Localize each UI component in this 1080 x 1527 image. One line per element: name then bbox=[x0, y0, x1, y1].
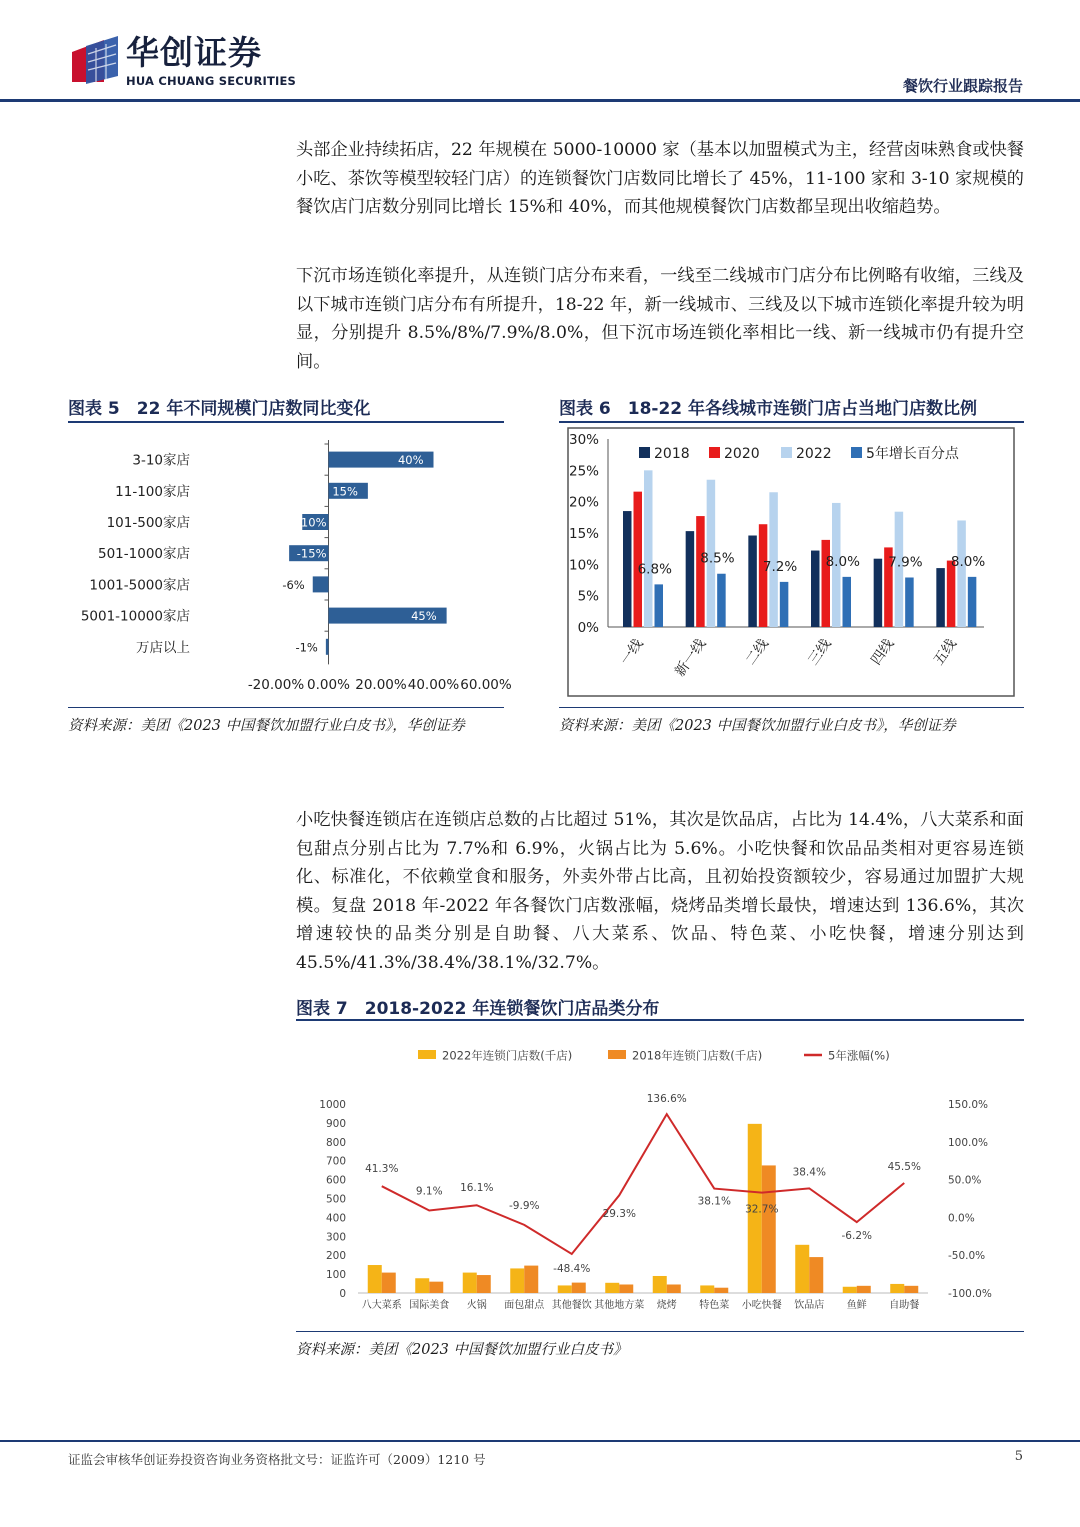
bar bbox=[968, 577, 977, 627]
bar bbox=[667, 1284, 681, 1293]
figure-source: 资料来源：美团《2023 中国餐饮加盟行业白皮书》，华创证券 bbox=[68, 718, 465, 734]
x-tick-label: 鱼鲜 bbox=[846, 1300, 867, 1311]
bar bbox=[780, 582, 789, 627]
data-label: -15% bbox=[296, 546, 327, 561]
bar bbox=[957, 520, 966, 627]
x-tick-label: 二线 bbox=[742, 636, 772, 669]
x-tick-label: 小吃快餐 bbox=[741, 1300, 782, 1311]
category-label: 101-500家店 bbox=[106, 515, 190, 531]
y-right-tick-label: -100.0% bbox=[948, 1288, 992, 1300]
bar bbox=[655, 584, 664, 627]
data-label: -1% bbox=[295, 640, 318, 655]
legend-label: 2022年连锁门店数(千店) bbox=[442, 1048, 573, 1063]
data-label: 15% bbox=[332, 484, 358, 499]
bar bbox=[811, 551, 820, 627]
page-number: 5 bbox=[1014, 1449, 1023, 1464]
legend-swatch bbox=[781, 447, 792, 458]
legend-swatch bbox=[709, 447, 720, 458]
category-label: 1001-5000家店 bbox=[89, 577, 190, 594]
x-tick-label: 火锅 bbox=[466, 1300, 487, 1311]
x-tick-label: 三线 bbox=[805, 636, 835, 669]
logo-text: 华创证券 bbox=[126, 33, 262, 72]
y-left-tick-label: 100 bbox=[325, 1269, 346, 1282]
x-tick-label: 五线 bbox=[930, 636, 960, 669]
x-tick-label: 40.00% bbox=[407, 677, 460, 693]
x-tick-label: 烧烤 bbox=[656, 1300, 677, 1311]
report-title: 餐饮行业跟踪报告 bbox=[902, 77, 1023, 95]
legend-swatch bbox=[608, 1050, 626, 1059]
x-tick-label: 其他餐饮 bbox=[551, 1300, 592, 1311]
legend-label: 2018年连锁门店数(千店) bbox=[632, 1048, 763, 1063]
figure-source: 资料来源：美团《2023 中国餐饮加盟行业白皮书》 bbox=[296, 1342, 628, 1358]
y-tick-label: 15% bbox=[568, 526, 599, 542]
y-left-tick-label: 700 bbox=[325, 1155, 346, 1168]
legend-swatch bbox=[639, 447, 650, 458]
x-tick-label: 一线 bbox=[617, 636, 647, 669]
data-label: 40% bbox=[397, 453, 424, 468]
category-label: 501-1000家店 bbox=[98, 546, 190, 563]
x-tick-label: 国际美食 bbox=[409, 1300, 450, 1311]
data-label: 45.5% bbox=[887, 1161, 921, 1174]
bar bbox=[572, 1283, 586, 1293]
paragraph: 小吃快餐连锁店在连锁店总数的占比超过 51%，其次是饮品店，占比为 14.4%，八大菜系和面包甜点分别占比为 7.7%和 6.9%，火锅占比为 5.6%。小吃快餐和饮品品类相对更容易连锁化、标准化，不依赖堂食和服务，外卖外带占比高，且初始投资额较少，容易通过加盟扩大规模。复盘 2018 年-2022 年各餐饮门店数涨幅，烧烤品类增长最快，增速达到 136.6%，其次增速较快的品类分别是自助餐、八大菜系、饮品、特色菜、小吃快餐，增速分别达到 45.5%/41.3%/38.4%/38.1%/32.7%。 bbox=[296, 810, 1024, 973]
legend-label: 5年涨幅(%) bbox=[828, 1048, 890, 1063]
y-tick-label: 20% bbox=[568, 494, 599, 511]
y-left-tick-label: 800 bbox=[325, 1136, 346, 1149]
bar bbox=[700, 1285, 714, 1293]
y-left-tick-label: 200 bbox=[325, 1250, 346, 1263]
figure-title: 图表 6 18-22 年各线城市连锁门店占当地门店数比例 bbox=[559, 399, 978, 419]
logo-subtext: HUA CHUANG SECURITIES bbox=[126, 74, 297, 88]
y-tick-label: 5% bbox=[577, 588, 599, 605]
y-left-tick-label: 400 bbox=[325, 1212, 346, 1225]
data-label: 29.3% bbox=[602, 1208, 636, 1221]
figure-divider bbox=[559, 707, 1024, 708]
legend-swatch bbox=[851, 447, 862, 458]
data-label: 8.0% bbox=[950, 553, 986, 570]
bar bbox=[605, 1283, 619, 1293]
y-left-tick-label: 0 bbox=[339, 1288, 346, 1300]
y-right-tick-label: 50.0% bbox=[948, 1174, 982, 1187]
data-label: -6.2% bbox=[841, 1230, 872, 1243]
bar bbox=[809, 1257, 823, 1293]
y-tick-label: 0% bbox=[577, 620, 599, 636]
bar bbox=[686, 531, 694, 627]
legend-label: 2020 bbox=[724, 446, 760, 462]
y-right-tick-label: 0.0% bbox=[948, 1212, 975, 1225]
bar bbox=[843, 577, 852, 627]
bar bbox=[759, 524, 768, 627]
data-label: 7.2% bbox=[762, 558, 798, 575]
bar bbox=[843, 1287, 857, 1293]
legend-label: 2022 bbox=[796, 446, 832, 462]
data-label: 8.0% bbox=[825, 553, 860, 570]
category-label: 5001-10000家店 bbox=[80, 608, 190, 625]
x-tick-label: -20.00% bbox=[247, 677, 305, 693]
bar bbox=[623, 511, 632, 627]
x-tick-label: 新一线 bbox=[672, 636, 710, 680]
figure-source: 资料来源：美团《2023 中国餐饮加盟行业白皮书》，华创证券 bbox=[559, 718, 956, 734]
bar bbox=[313, 576, 329, 592]
bar bbox=[634, 492, 643, 627]
bar bbox=[947, 561, 956, 627]
page-header bbox=[0, 0, 1080, 110]
data-label: -6% bbox=[282, 577, 305, 592]
y-left-tick-label: 600 bbox=[325, 1174, 346, 1187]
footer-divider bbox=[0, 1440, 1080, 1442]
paragraph: 下沉市场连锁化率提升，从连锁门店分布来看，一线至二线城市门店分布比例略有收缩，三线及以下城市连锁门店分布有所提升，18-22 年，新一线城市、三线及以下城市连锁化率提升较为明显，分别提升 8.5%/8%/7.9%/8.0%，但下沉市场连锁化率相比一线、新一线城市仍有提升空间。 bbox=[296, 266, 1024, 372]
bar bbox=[874, 559, 883, 627]
bar bbox=[524, 1266, 538, 1293]
y-right-tick-label: -50.0% bbox=[948, 1250, 986, 1263]
x-tick-label: 特色菜 bbox=[699, 1300, 730, 1311]
bar bbox=[477, 1275, 491, 1293]
data-label: -9.9% bbox=[509, 1199, 540, 1212]
y-right-tick-label: 150.0% bbox=[948, 1099, 989, 1111]
bar bbox=[429, 1282, 443, 1293]
figure-divider bbox=[296, 1019, 1024, 1021]
bar bbox=[696, 516, 705, 627]
bar bbox=[762, 1165, 776, 1293]
data-label: 41.3% bbox=[365, 1163, 399, 1176]
x-tick-label: 自助餐 bbox=[889, 1300, 920, 1311]
footer-disclaimer: 证监会审核华创证券投资咨询业务资格批文号：证监许可（2009）1210 号 bbox=[68, 1452, 486, 1467]
x-tick-label: 0.00% bbox=[307, 677, 350, 693]
x-tick-label: 四线 bbox=[868, 636, 898, 669]
legend-swatch bbox=[418, 1050, 436, 1059]
figure-divider bbox=[68, 707, 504, 708]
bar bbox=[382, 1273, 396, 1293]
chart-city-tier-chain-ratio bbox=[559, 425, 1029, 705]
bar bbox=[857, 1286, 871, 1293]
bar bbox=[619, 1284, 633, 1293]
data-label: -48.4% bbox=[553, 1262, 591, 1275]
data-label: 6.8% bbox=[637, 561, 672, 578]
bar bbox=[904, 1286, 918, 1293]
category-label: 11-100家店 bbox=[115, 483, 190, 500]
y-left-tick-label: 500 bbox=[325, 1193, 346, 1206]
x-tick-label: 20.00% bbox=[355, 677, 407, 693]
bar bbox=[714, 1288, 728, 1293]
x-tick-label: 60.00% bbox=[460, 677, 512, 693]
paragraph: 头部企业持续拓店，22 年规模在 5000-10000 家（基本以加盟模式为主，经营卤味熟食或快餐小吃、茶饮等模型较轻门店）的连锁餐饮门店数同比增长了 45%，11-100 家和 3-10 家规模的餐饮店门店数分别同比增长 15%和 40%，而其他规模餐饮门店数都呈现出收缩趋势。 bbox=[296, 140, 1024, 217]
chart-store-scale-growth bbox=[68, 430, 518, 706]
figure-title: 图表 7 2018-2022 年连锁餐饮门店品类分布 bbox=[296, 999, 660, 1019]
x-tick-label: 面包甜点 bbox=[504, 1300, 545, 1311]
figure-divider bbox=[296, 1331, 1024, 1332]
category-label: 万店以上 bbox=[136, 639, 190, 656]
data-label: -10% bbox=[296, 515, 327, 530]
bar bbox=[415, 1278, 429, 1293]
x-tick-label: 饮品店 bbox=[794, 1300, 825, 1311]
figure-divider bbox=[68, 421, 504, 423]
figure-title: 图表 5 22 年不同规模门店数同比变化 bbox=[68, 399, 371, 419]
bar bbox=[653, 1276, 667, 1293]
bar bbox=[748, 536, 757, 627]
bar bbox=[644, 470, 653, 627]
y-left-tick-label: 900 bbox=[325, 1117, 346, 1130]
bar bbox=[326, 639, 329, 655]
bar bbox=[905, 577, 914, 627]
data-label: 32.7% bbox=[745, 1203, 779, 1216]
data-label: 16.1% bbox=[460, 1182, 494, 1195]
data-label: 8.5% bbox=[700, 550, 735, 567]
bar bbox=[368, 1265, 382, 1293]
y-tick-label: 25% bbox=[568, 463, 599, 480]
bar bbox=[890, 1284, 904, 1293]
category-label: 3-10家店 bbox=[132, 452, 190, 469]
x-tick-label: 八大菜系 bbox=[361, 1300, 402, 1311]
y-tick-label: 10% bbox=[568, 557, 599, 574]
header-divider bbox=[0, 99, 1080, 102]
data-label: 136.6% bbox=[646, 1093, 687, 1106]
legend-label: 5年增长百分点 bbox=[866, 446, 959, 462]
data-label: 38.4% bbox=[792, 1166, 826, 1179]
data-label: 45% bbox=[411, 609, 437, 624]
x-tick-label: 其他地方菜 bbox=[594, 1300, 645, 1311]
bar bbox=[717, 574, 726, 627]
y-tick-label: 30% bbox=[568, 432, 599, 448]
figure-divider bbox=[559, 421, 1024, 423]
y-left-tick-label: 1000 bbox=[319, 1099, 346, 1111]
y-right-tick-label: 100.0% bbox=[948, 1136, 989, 1149]
y-left-tick-label: 300 bbox=[325, 1231, 346, 1244]
data-label: 7.9% bbox=[888, 554, 923, 571]
bar bbox=[510, 1268, 524, 1293]
legend-label: 2018 bbox=[654, 446, 690, 462]
bar bbox=[558, 1285, 572, 1293]
bar bbox=[463, 1273, 477, 1293]
bar bbox=[936, 568, 945, 627]
bar bbox=[795, 1245, 809, 1293]
data-label: 38.1% bbox=[697, 1195, 731, 1208]
logo-icon bbox=[68, 36, 120, 86]
data-label: 9.1% bbox=[415, 1185, 443, 1198]
chart-category-distribution bbox=[296, 1030, 1024, 1326]
